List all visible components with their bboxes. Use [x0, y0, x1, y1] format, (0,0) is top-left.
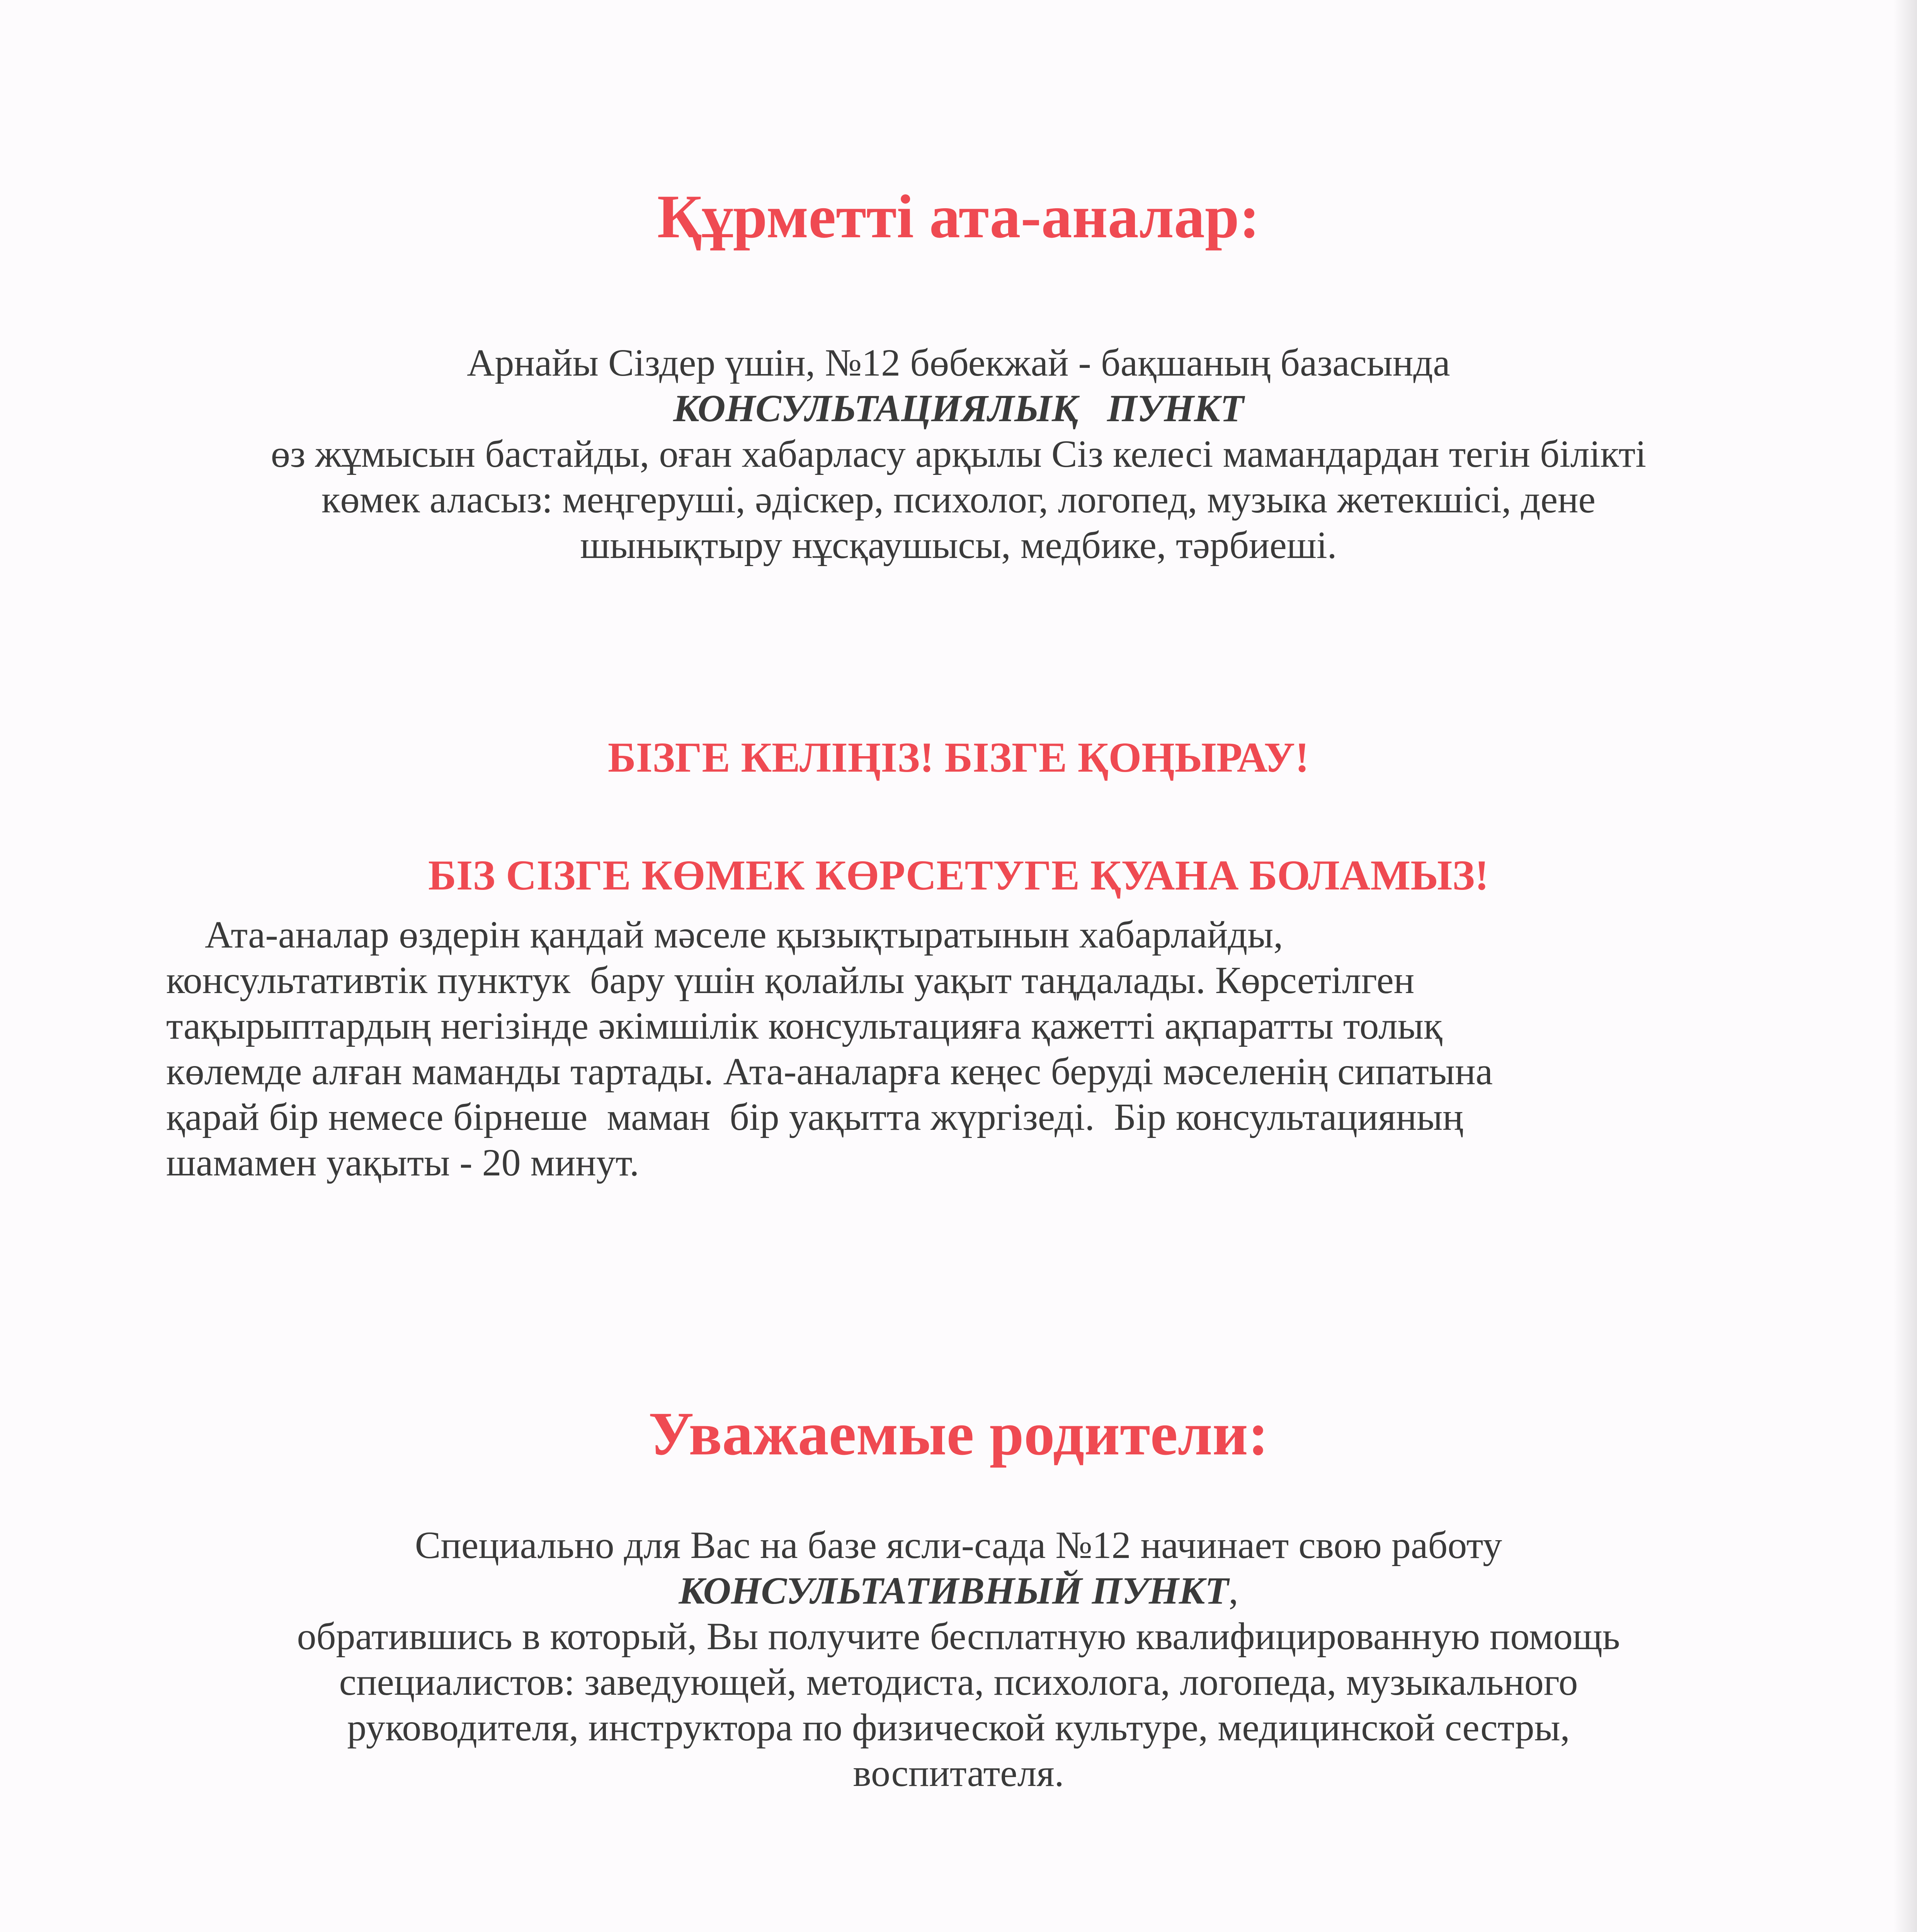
russian-intro-line: Специально для Вас на базе ясли-сада №12 начинает свою работу [415, 1524, 1502, 1566]
kazakh-body-paragraph [166, 912, 1828, 1185]
kazakh-consultation-point-title: КОНСУЛЬТАЦИЯЛЫҚ ПУНКТ [673, 387, 1244, 430]
kazakh-heading: Құрметті ата-аналар: [657, 182, 1260, 251]
russian-consultation-point-title [0, 1568, 1917, 1614]
kazakh-body-line: шамамен уақыты - 20 минут. [166, 1141, 640, 1184]
russian-intro-line: обратившись в который, Вы получите бесплатную квалифицированную помощь [297, 1615, 1620, 1658]
russian-emphasis-comma: , [1228, 1569, 1238, 1612]
kazakh-body-line: консультативтік пунктук бару үшін қолайлы уақыт таңдалады. Көрсетілген [166, 959, 1415, 1002]
scan-edge-shadow [1894, 0, 1917, 1932]
kazakh-body-line: тақырыптардың негізінде әкімшілік консультацияға қажетті ақпаратты толық [166, 1004, 1442, 1047]
kazakh-intro-line: Арнайы Сіздер үшін, №12 бөбекжай - бақшаның базасында [467, 341, 1450, 384]
kazakh-slogan-come-call: БІЗГЕ КЕЛІҢІЗ! БІЗГЕ ҚОҢЫРАУ! [607, 734, 1310, 781]
kazakh-intro-line: көмек аласыз: меңгеруші, әдіскер, психолог, логопед, музыка жетекшісі, дене [321, 478, 1596, 521]
kazakh-intro [0, 340, 1917, 568]
kazakh-intro-line: шынықтыру нұсқаушысы, медбике, тәрбиеші. [580, 524, 1337, 566]
kazakh-body-line: көлемде алған маманды тартады. Ата-аналарға кеңес беруді мәселенің сипатына [166, 1050, 1493, 1093]
kazakh-body-line: Ата-аналар өздерін қандай мәселе қызықтыратынын хабарлайды, [166, 913, 1283, 956]
kazakh-slogan-glad-to-help: БІЗ СІЗГЕ КӨМЕК КӨРСЕТУГЕ ҚУАНА БОЛАМЫЗ! [428, 852, 1489, 899]
kazakh-body-line: қарай бір немесе бірнеше маман бір уақытта жүргізеді. Бір консультацияның [166, 1095, 1463, 1138]
russian-heading: Уважаемые родители: [648, 1399, 1269, 1468]
russian-intro-line: специалистов: заведующей, методиста, психолога, логопеда, музыкального [339, 1660, 1578, 1703]
russian-consultation-point-label: КОНСУЛЬТАТИВНЫЙ ПУНКТ [679, 1569, 1229, 1612]
russian-intro [0, 1522, 1917, 1796]
russian-intro-line: воспитателя. [853, 1752, 1064, 1794]
kazakh-intro-line: өз жұмысын бастайды, оған хабарласу арқылы Сіз келесі мамандардан тегін білікті [270, 432, 1647, 475]
russian-intro-line: руководителя, инструктора по физической культуре, медицинской сестры, [347, 1706, 1570, 1749]
